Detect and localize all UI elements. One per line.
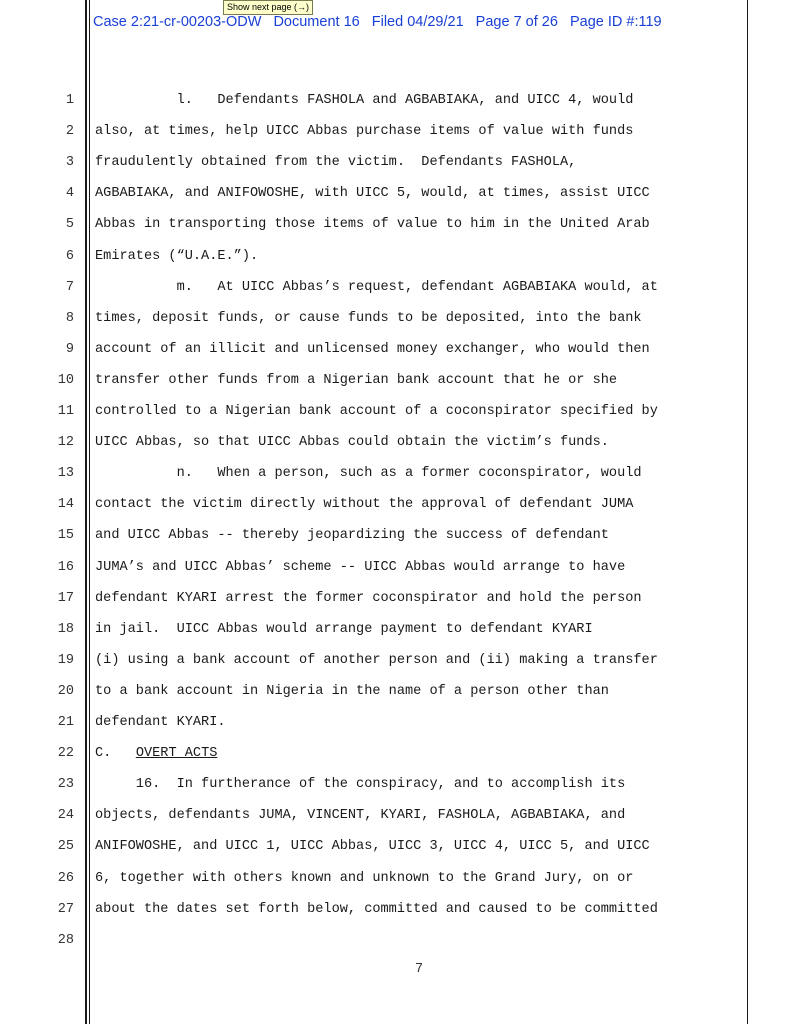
text-line: m. At UICC Abbas’s request, defendant AGBABIAKA would, at — [95, 279, 658, 295]
line-number: 7 — [65, 279, 74, 295]
left-margin-rule-outer — [85, 0, 87, 1024]
line-number: 14 — [57, 497, 74, 513]
line-number: 3 — [65, 155, 74, 171]
line-number: 9 — [65, 341, 74, 357]
document-header — [93, 14, 670, 30]
text-line: Emirates (“U.A.E.”). — [95, 248, 259, 264]
line-number: 28 — [57, 932, 74, 948]
text-line: 6, together with others known and unknown to the Grand Jury, on or — [95, 870, 634, 886]
case-number: Case 2:21-cr-00203-ODW — [93, 14, 262, 30]
text-line: also, at times, help UICC Abbas purchase items of value with funds — [95, 124, 634, 140]
line-number: 23 — [57, 777, 74, 793]
text-line: and UICC Abbas -- thereby jeopardizing the success of defendant — [95, 528, 609, 544]
line-number: 24 — [57, 808, 74, 824]
line-number: 1 — [65, 93, 74, 108]
left-margin-rule-inner — [89, 0, 90, 1024]
line-number: 5 — [65, 217, 74, 233]
line-number: 4 — [65, 186, 74, 202]
text-line: in jail. UICC Abbas would arrange payment to defendant KYARI — [95, 621, 593, 637]
line-number: 22 — [57, 746, 74, 762]
line-number: 15 — [57, 528, 74, 544]
line-number: 26 — [57, 870, 74, 886]
line-number: 20 — [57, 683, 74, 699]
page-number: 7 — [414, 962, 424, 977]
line-number: 21 — [57, 715, 74, 730]
text-line: JUMA’s and UICC Abbas’ scheme -- UICC Abbas would arrange to have — [95, 559, 626, 575]
filed-date: Filed 04/29/21 — [371, 14, 464, 30]
text-line: n. When a person, such as a former coconspirator, would — [95, 466, 642, 482]
text-line: defendant KYARI. — [95, 715, 226, 730]
line-number: 17 — [57, 590, 74, 606]
text-line: fraudulently obtained from the victim. Defendants FASHOLA, — [95, 155, 577, 171]
right-margin-rule — [747, 0, 748, 1024]
text-line: UICC Abbas, so that UICC Abbas could obtain the victim’s funds. — [95, 435, 609, 451]
text-line: contact the victim directly without the approval of defendant JUMA — [95, 497, 634, 513]
line-number: 13 — [57, 466, 74, 482]
line-number: 11 — [57, 404, 74, 419]
text-line: account of an illicit and unlicensed money exchanger, who would then — [95, 341, 650, 357]
line-number: 8 — [65, 310, 74, 326]
text-line: objects, defendants JUMA, VINCENT, KYARI, FASHOLA, AGBABIAKA, and — [95, 808, 626, 824]
text-line: (i) using a bank account of another person and (ii) making a transfer — [95, 652, 658, 668]
line-number: 10 — [57, 372, 74, 388]
document-number: Document 16 — [273, 14, 360, 30]
text-line: Abbas in transporting those items of value to him in the United Arab — [95, 217, 650, 233]
show-next-page-tooltip: Show next page (→) — [223, 0, 313, 15]
line-number: 25 — [57, 839, 74, 855]
line-number: 19 — [57, 652, 74, 668]
text-line: controlled to a Nigerian bank account of a coconspirator specified by — [95, 404, 658, 419]
line-number: 16 — [57, 559, 74, 575]
line-number: 18 — [57, 621, 74, 637]
line-number: 6 — [65, 248, 74, 264]
text-line: to a bank account in Nigeria in the name of a person other than — [95, 683, 609, 699]
section-letter: C. — [95, 746, 112, 762]
text-line: ANIFOWOSHE, and UICC 1, UICC Abbas, UICC 3, UICC 4, UICC 5, and UICC — [95, 839, 650, 855]
section-heading — [95, 746, 217, 761]
text-line: AGBABIAKA, and ANIFOWOSHE, with UICC 5, would, at times, assist UICC — [95, 186, 650, 202]
page-id: Page ID #:119 — [569, 14, 662, 30]
text-line: 16. In furtherance of the conspiracy, and to accomplish its — [95, 777, 626, 793]
text-line: about the dates set forth below, committed and caused to be committed — [95, 901, 658, 917]
line-number: 27 — [57, 901, 74, 917]
line-number: 2 — [65, 124, 74, 140]
text-line: transfer other funds from a Nigerian bank account that he or she — [95, 372, 618, 388]
section-title: OVERT ACTS — [135, 746, 218, 762]
line-number: 12 — [57, 435, 74, 451]
page-indicator: Page 7 of 26 — [475, 14, 558, 30]
text-line: times, deposit funds, or cause funds to be deposited, into the bank — [95, 310, 642, 326]
text-line: defendant KYARI arrest the former coconspirator and hold the person — [95, 590, 642, 606]
text-line: l. Defendants FASHOLA and AGBABIAKA, and UICC 4, would — [95, 93, 634, 108]
